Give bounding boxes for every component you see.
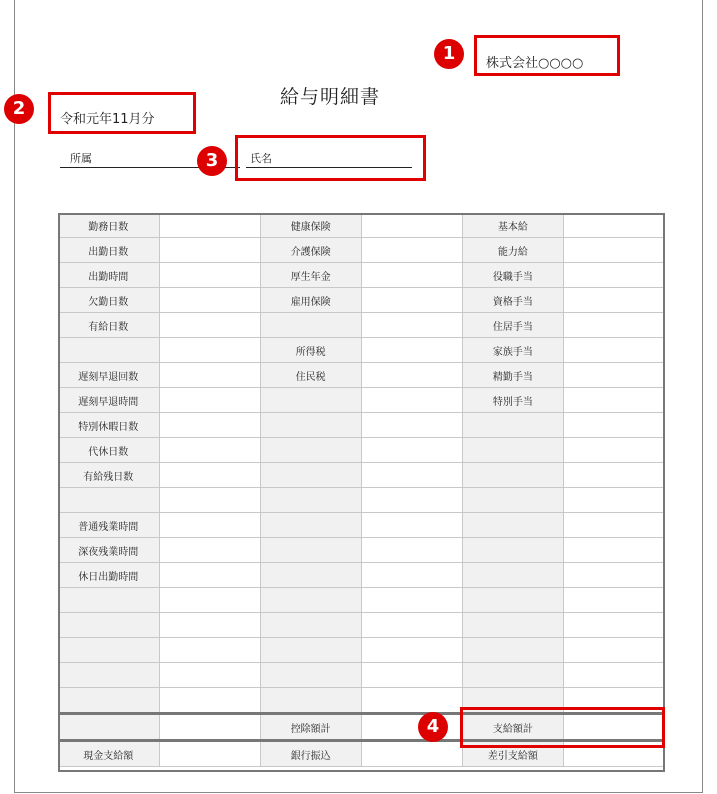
deduction-value xyxy=(361,513,462,538)
attendance-value xyxy=(159,213,260,238)
attendance-value xyxy=(159,638,260,663)
attendance-label: 遅刻早退時間 xyxy=(58,388,159,413)
payment-value xyxy=(563,613,664,638)
attendance-label: 有給日数 xyxy=(58,313,159,338)
deduction-value xyxy=(361,363,462,388)
deduction-label xyxy=(260,488,361,513)
deduction-value xyxy=(361,663,462,688)
payment-label xyxy=(462,488,563,513)
attendance-label: 深夜残業時間 xyxy=(58,538,159,563)
payment-label xyxy=(462,513,563,538)
table-row xyxy=(58,488,665,513)
payment-label: 資格手当 xyxy=(462,288,563,313)
payment-label: 基本給 xyxy=(462,213,563,238)
payment-label xyxy=(462,563,563,588)
period-highlight-box xyxy=(48,92,196,134)
attendance-value xyxy=(159,263,260,288)
attendance-label: 出勤時間 xyxy=(58,263,159,288)
deduction-label: 雇用保険 xyxy=(260,288,361,313)
payment-label xyxy=(462,663,563,688)
table-row xyxy=(58,363,665,388)
attendance-label: 代休日数 xyxy=(58,438,159,463)
deduction-label xyxy=(260,663,361,688)
payment-label: 役職手当 xyxy=(462,263,563,288)
attendance-value xyxy=(159,513,260,538)
deduction-value xyxy=(361,338,462,363)
attendance-value xyxy=(159,363,260,388)
deduction-value xyxy=(361,438,462,463)
attendance-label: 出勤日数 xyxy=(58,238,159,263)
table-row xyxy=(58,638,665,663)
attendance-label xyxy=(58,588,159,613)
deduction-value xyxy=(361,688,462,714)
attendance-label xyxy=(58,638,159,663)
table-row xyxy=(58,663,665,688)
deduction-label xyxy=(260,563,361,588)
attendance-value xyxy=(159,238,260,263)
deduction-value xyxy=(361,313,462,338)
payment-value xyxy=(563,238,664,263)
payment-label xyxy=(462,463,563,488)
deduction-value xyxy=(361,238,462,263)
name-highlight-box xyxy=(235,135,426,181)
table-row xyxy=(58,438,665,463)
table-row xyxy=(58,213,665,238)
deduction-value xyxy=(361,388,462,413)
attendance-label: 普通残業時間 xyxy=(58,513,159,538)
attendance-label: 特別休暇日数 xyxy=(58,413,159,438)
payment-label: 精勤手当 xyxy=(462,363,563,388)
payment-label: 特別手当 xyxy=(462,388,563,413)
table-row xyxy=(58,288,665,313)
payment-total-highlight-box xyxy=(460,707,665,748)
payment-value xyxy=(563,463,664,488)
attendance-value xyxy=(159,563,260,588)
cash-payment-label: 現金支給額 xyxy=(58,741,159,767)
deduction-label xyxy=(260,613,361,638)
payment-value xyxy=(563,413,664,438)
payslip-table xyxy=(58,213,665,767)
payment-label: 住居手当 xyxy=(462,313,563,338)
deduction-value xyxy=(361,488,462,513)
deduction-total-label: 控除額計 xyxy=(260,714,361,741)
table-row xyxy=(58,613,665,638)
deduction-label xyxy=(260,313,361,338)
attendance-label xyxy=(58,663,159,688)
payment-label xyxy=(462,438,563,463)
payment-label: 能力給 xyxy=(462,238,563,263)
totals-blank-value xyxy=(159,714,260,741)
payment-value xyxy=(563,488,664,513)
deduction-value xyxy=(361,213,462,238)
callout-badge-1: 1 xyxy=(434,39,464,69)
table-row xyxy=(58,388,665,413)
company-highlight-box xyxy=(474,35,620,76)
pay-period: 令和元年11月分 xyxy=(60,112,155,127)
deduction-value xyxy=(361,538,462,563)
table-row xyxy=(58,338,665,363)
payment-label xyxy=(462,638,563,663)
payment-value xyxy=(563,538,664,563)
payment-value xyxy=(563,288,664,313)
deduction-label: 厚生年金 xyxy=(260,263,361,288)
payment-value xyxy=(563,638,664,663)
deduction-label: 住民税 xyxy=(260,363,361,388)
attendance-value xyxy=(159,463,260,488)
payment-value xyxy=(563,438,664,463)
deduction-label xyxy=(260,388,361,413)
callout-badge-3: 3 xyxy=(197,146,227,176)
deduction-label xyxy=(260,463,361,488)
table-row xyxy=(58,263,665,288)
name-label: 氏名 xyxy=(250,152,272,165)
cash-payment-value xyxy=(159,741,260,767)
document-title: 給与明細書 xyxy=(280,86,381,108)
bank-transfer-value xyxy=(361,741,462,767)
attendance-label xyxy=(58,688,159,714)
table-row xyxy=(58,238,665,263)
deduction-value xyxy=(361,588,462,613)
deduction-value xyxy=(361,638,462,663)
payment-value xyxy=(563,263,664,288)
attendance-label xyxy=(58,613,159,638)
table-row xyxy=(58,413,665,438)
department-label: 所属 xyxy=(70,152,92,165)
attendance-label xyxy=(58,488,159,513)
attendance-value xyxy=(159,488,260,513)
table-row xyxy=(58,538,665,563)
payment-label xyxy=(462,413,563,438)
attendance-value xyxy=(159,613,260,638)
payment-label xyxy=(462,588,563,613)
table-row xyxy=(58,463,665,488)
bank-transfer-label: 銀行振込 xyxy=(260,741,361,767)
callout-badge-4: 4 xyxy=(418,712,448,742)
deduction-label xyxy=(260,588,361,613)
payment-value xyxy=(563,388,664,413)
payment-value xyxy=(563,588,664,613)
attendance-value xyxy=(159,588,260,613)
table-row xyxy=(58,513,665,538)
deduction-label xyxy=(260,688,361,714)
payment-total-label: 支給額計 xyxy=(462,714,563,741)
payment-value xyxy=(563,563,664,588)
attendance-label: 勤務日数 xyxy=(58,213,159,238)
company-name: 株式会社○○○○ xyxy=(486,56,584,71)
attendance-label: 有給残日数 xyxy=(58,463,159,488)
deduction-value xyxy=(361,463,462,488)
deduction-label: 所得税 xyxy=(260,338,361,363)
attendance-value xyxy=(159,413,260,438)
attendance-value xyxy=(159,388,260,413)
deduction-label xyxy=(260,638,361,663)
payment-label: 家族手当 xyxy=(462,338,563,363)
payment-value xyxy=(563,338,664,363)
payment-value xyxy=(563,363,664,388)
table-row xyxy=(58,313,665,338)
deduction-label xyxy=(260,438,361,463)
attendance-label: 欠勤日数 xyxy=(58,288,159,313)
attendance-value xyxy=(159,663,260,688)
deduction-label xyxy=(260,413,361,438)
attendance-label: 遅刻早退回数 xyxy=(58,363,159,388)
deduction-value xyxy=(361,613,462,638)
callout-badge-2: 2 xyxy=(4,94,34,124)
attendance-value xyxy=(159,688,260,714)
deduction-label xyxy=(260,513,361,538)
attendance-value xyxy=(159,438,260,463)
attendance-value xyxy=(159,313,260,338)
deduction-label: 健康保険 xyxy=(260,213,361,238)
attendance-label xyxy=(58,338,159,363)
table-row xyxy=(58,563,665,588)
attendance-value xyxy=(159,288,260,313)
payment-value xyxy=(563,313,664,338)
deduction-value xyxy=(361,413,462,438)
deduction-value xyxy=(361,288,462,313)
attendance-value xyxy=(159,338,260,363)
deduction-value xyxy=(361,263,462,288)
attendance-label: 休日出勤時間 xyxy=(58,563,159,588)
deduction-label xyxy=(260,538,361,563)
table-row xyxy=(58,588,665,613)
deduction-label: 介護保険 xyxy=(260,238,361,263)
attendance-value xyxy=(159,538,260,563)
payment-label xyxy=(462,538,563,563)
deduction-value xyxy=(361,563,462,588)
payment-label xyxy=(462,613,563,638)
payment-value xyxy=(563,663,664,688)
payment-value xyxy=(563,513,664,538)
totals-blank-label xyxy=(58,714,159,741)
net-payment-label: 差引支給額 xyxy=(462,741,563,767)
payment-value xyxy=(563,213,664,238)
